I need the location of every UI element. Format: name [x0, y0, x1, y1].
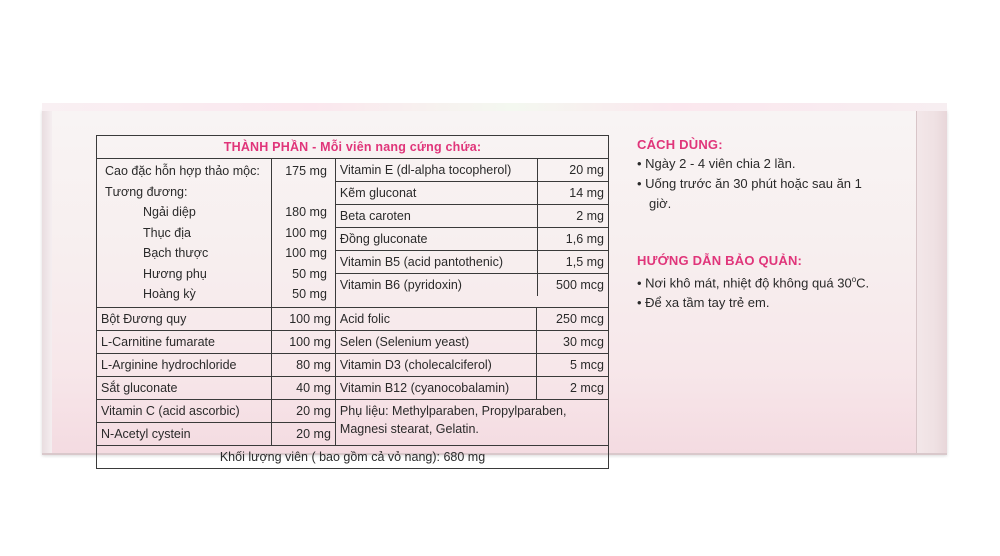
herbal-value: 50 mg: [292, 287, 327, 301]
vitamin-value: 2 mg: [538, 205, 608, 228]
ingredient-amount: 100 mg: [271, 307, 335, 330]
storage-title: HƯỚNG DẪN BẢO QUẢN:: [637, 253, 803, 268]
usage-line: giờ.: [649, 196, 672, 211]
storage-line-text: • Nơi khô mát, nhiệt độ không quá 30: [637, 275, 852, 291]
table-row: [97, 159, 609, 308]
table-row: [97, 399, 609, 422]
ingredients-header: THÀNH PHẦN - Mỗi viên nang cứng chứa:: [97, 136, 609, 159]
ingredient-name: Vitamin B12 (cyanocobalamin): [335, 376, 536, 399]
table-row: [97, 353, 609, 376]
usage-line: • Uống trước ăn 30 phút hoặc sau ăn 1: [637, 176, 862, 191]
herbal-label: Thục địa: [143, 225, 191, 240]
storage-line: [637, 270, 907, 293]
table-row: [97, 376, 609, 399]
ingredient-amount: 250 mcg: [537, 307, 609, 330]
herbal-values: [271, 159, 335, 308]
ingredient-amount: 5 mcg: [537, 353, 609, 376]
capsule-weight: Khối lượng viên ( bao gồm cả vỏ nang): 680 mg: [97, 445, 609, 468]
vitamin-value: 1,6 mg: [538, 228, 608, 251]
ingredient-name: L-Carnitine fumarate: [97, 330, 272, 353]
instructions-column: [637, 135, 907, 313]
ingredients-table: [96, 135, 609, 469]
herbal-label: Hoàng kỳ: [143, 287, 196, 301]
vitamin-label: Đồng gluconate: [336, 228, 538, 251]
usage-title: CÁCH DÙNG:: [637, 137, 723, 152]
degree-sup: o: [851, 275, 857, 284]
herbal-label: Bạch thược: [143, 246, 209, 260]
vitamin-label: Kẽm gluconat: [336, 182, 538, 205]
vitamin-label: Vitamin E (dl-alpha tocopherol): [336, 159, 538, 182]
vitamin-value: 500 mcg: [556, 278, 604, 292]
ingredient-name: Acid folic: [335, 307, 536, 330]
ingredient-amount: 30 mcg: [537, 330, 609, 353]
ingredient-amount: 20 mg: [271, 399, 335, 422]
herbal-labels: [97, 159, 272, 308]
ingredient-name: N-Acetyl cystein: [97, 422, 272, 445]
herbal-value: [276, 182, 331, 203]
herbal-label: Hương phụ: [143, 266, 207, 281]
storage-line-unit: C.: [856, 275, 870, 291]
herbal-label: Tương đương:: [105, 184, 188, 199]
vitamin-label: Vitamin B6 (pyridoxin): [336, 274, 538, 297]
box-right-fold: [916, 111, 947, 453]
product-box-side: [42, 110, 947, 464]
storage-line: • Để xa tầm tay trẻ em.: [637, 295, 770, 311]
box-left-edge: [42, 111, 52, 453]
box-top-strip: [42, 103, 947, 111]
ingredient-amount: 100 mg: [271, 330, 335, 353]
herbal-label: Ngải diệp: [143, 205, 196, 219]
ingredient-name: Vitamin C (acid ascorbic): [97, 399, 272, 422]
herbal-value: 50 mg: [292, 266, 327, 281]
ingredient-name: Selen (Selenium yeast): [335, 330, 536, 353]
ingredient-amount: 20 mg: [271, 422, 335, 445]
vitamin-value: 14 mg: [538, 182, 608, 205]
herbal-value: 100 mg: [285, 225, 327, 240]
herbal-value: 175 mg: [285, 164, 327, 178]
excipients: Phụ liệu: Methylparaben, Propylparaben, Magnesi stearat, Gelatin.: [335, 399, 608, 445]
ingredient-name: Sắt gluconate: [97, 376, 272, 399]
ingredient-amount: 40 mg: [271, 376, 335, 399]
herbal-value: 100 mg: [285, 246, 327, 260]
ingredient-name: Vitamin D3 (cholecalciferol): [335, 353, 536, 376]
vitamin-value: 20 mg: [538, 159, 608, 182]
herbal-value: 180 mg: [285, 205, 327, 219]
herbal-label: Cao đặc hỗn hợp thảo mộc:: [105, 164, 260, 178]
ingredient-amount: 2 mcg: [537, 376, 609, 399]
vitamin-label: Beta caroten: [336, 205, 538, 228]
usage-line: • Ngày 2 - 4 viên chia 2 lần.: [637, 156, 796, 171]
vitamin-value: 1,5 mg: [538, 251, 608, 274]
table-row: [97, 330, 609, 353]
vitamins-cell: [335, 159, 608, 308]
ingredient-amount: 80 mg: [271, 353, 335, 376]
ingredient-name: Bột Đương quy: [97, 307, 272, 330]
vitamin-label: Vitamin B5 (acid pantothenic): [336, 251, 538, 274]
table-row: [97, 307, 609, 330]
ingredient-name: L-Arginine hydrochloride: [97, 353, 272, 376]
